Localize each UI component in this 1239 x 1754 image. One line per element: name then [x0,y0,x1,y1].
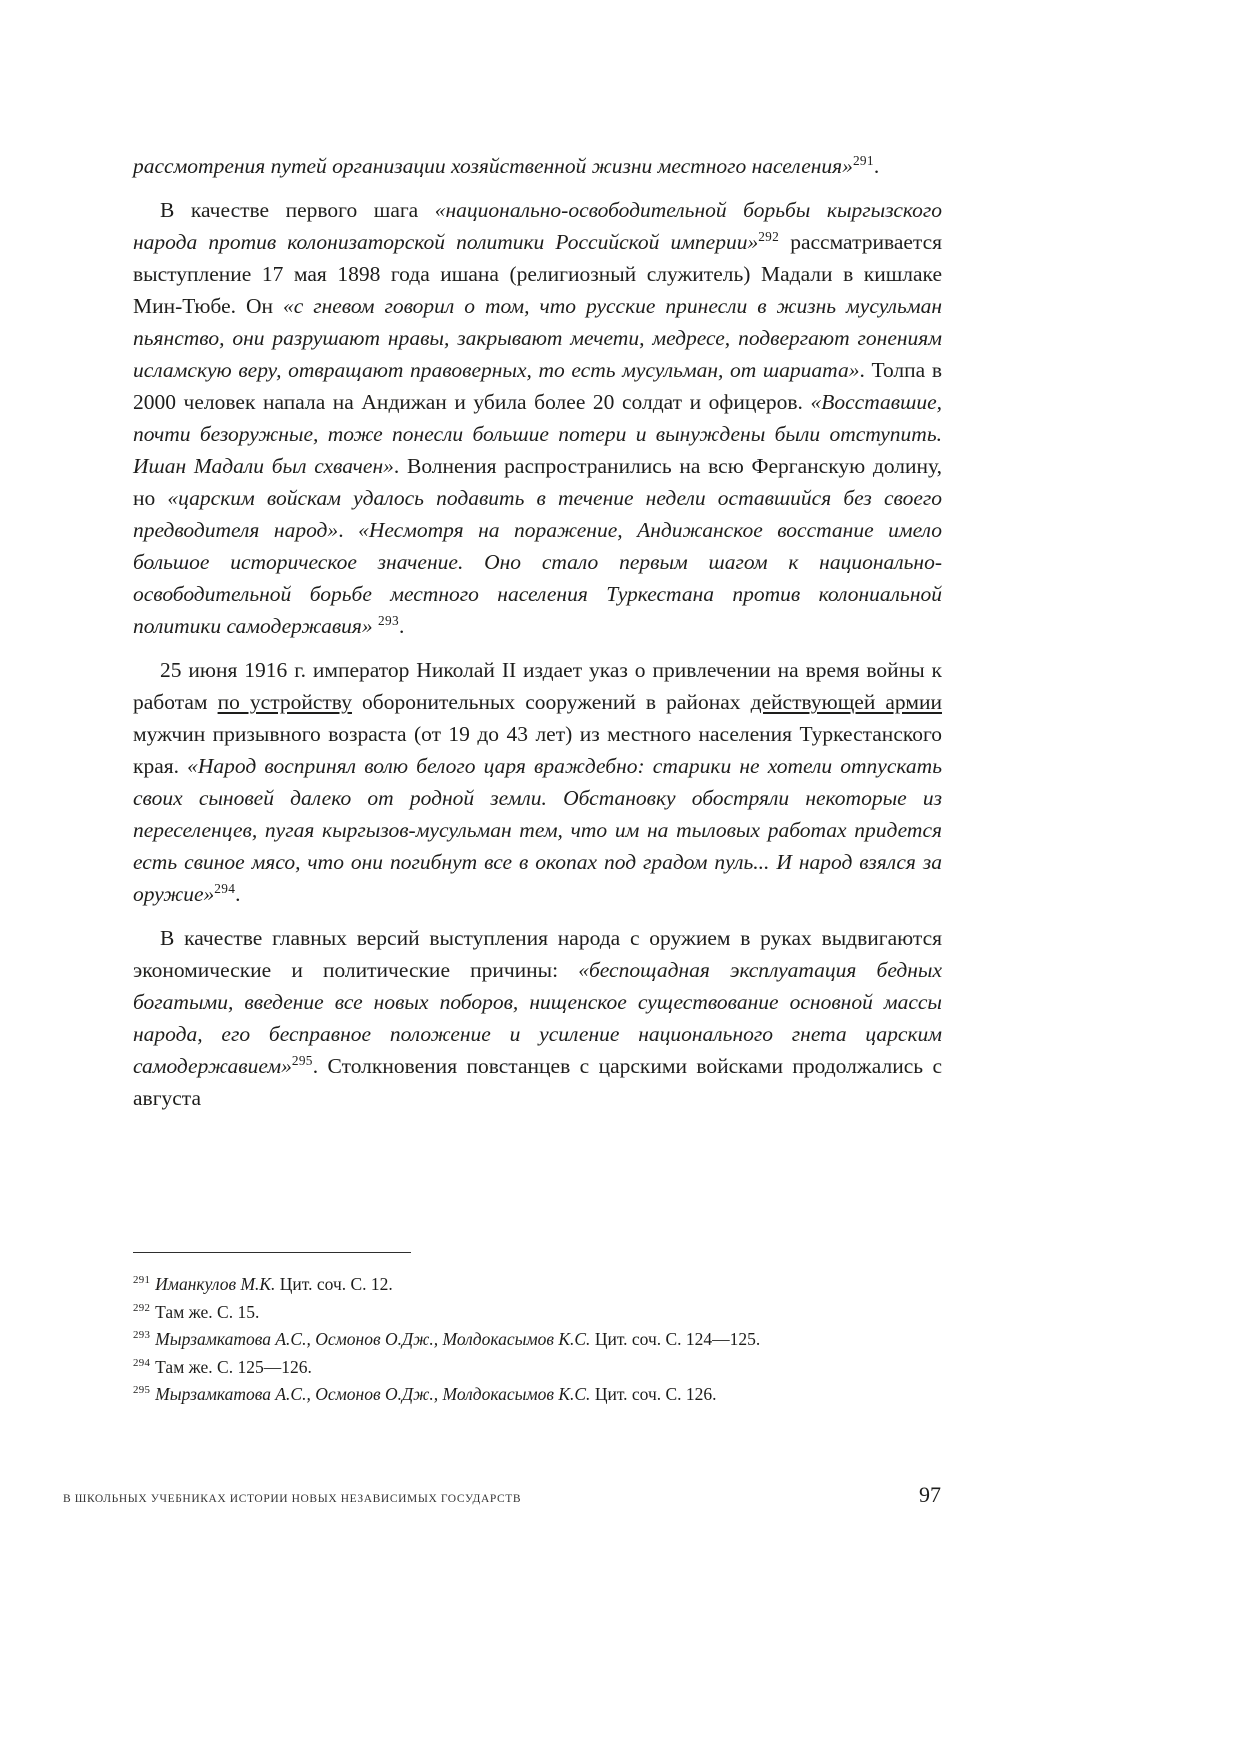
text-run: . [873,154,880,178]
text-run: Цит. соч. С. 124—125. [590,1329,761,1349]
text-run: Иманкулов М.К. [155,1274,276,1294]
text-run: рассматривается выступление 17 мая 1898 года ишана (религиозный служитель) Мадали в кишлаке Мин-Тюбе. Он [133,230,943,318]
text-run: . Столкновения повстанцев с царскими войсками продолжались с августа [133,1054,942,1110]
footnote-number: 293 [133,1329,151,1342]
paragraph [133,922,942,1114]
page-footer [63,1482,941,1508]
paragraph [133,194,942,642]
footnote-number: 292 [133,1301,151,1314]
text-run: Там же. С. 125—126. [155,1356,312,1377]
text-run: . Толпа в 2000 человек напала на Андижан и убила более 20 солдат и офицеров. [133,358,942,414]
text-run: «беспощадная эксплуатация бедных богатыми, введение все новых поборов, нищенское существование основной массы народа, его бесправное положение и усиление национального гнета царским самодержавием» [133,958,943,1078]
paragraph [133,654,942,910]
footnote-number: 291 [133,1274,151,1287]
text-run: «Восставшие, почти безоружные, тоже понесли большие потери и вынуждены были отступить. Ишан Мадали был схвачен» [133,390,942,478]
text-run: В качестве первого шага [160,198,435,222]
text-run: 25 июня 1916 г. император Николай II издает указ о привлечении на время войны к работам [133,658,942,714]
page-number: 97 [919,1482,941,1507]
footnote-reference: 294 [214,880,236,896]
footnote-reference: 291 [852,152,874,168]
body-text [133,150,942,1114]
text-run: рассмотрения путей организации хозяйственной жизни местного населения» [133,154,853,178]
footnote [133,1299,942,1327]
text-run: оборонительных сооружений в районах [351,690,751,714]
text-run: . [235,882,241,906]
running-title: В ШКОЛЬНЫХ УЧЕБНИКАХ ИСТОРИИ НОВЫХ НЕЗАВИСИМЫХ ГОСУДАРСТВ [63,1493,522,1505]
text-run: Там же. С. 15. [155,1301,260,1322]
footnote-separator [133,1252,411,1253]
text-run: Цит. соч. С. 12. [275,1274,393,1294]
footnote [133,1271,942,1299]
footnote-number: 295 [133,1384,151,1397]
text-run: «царским войскам удалось подавить в течение недели оставшийся без своего предводителя народ» [133,486,942,542]
text-run: . [398,614,405,638]
footnote-number: 294 [133,1356,151,1369]
text-run: Цит. соч. С. 126. [590,1384,717,1404]
text-run: «Несмотря на поражение, Андижанское восстание имело большое историческое значение. Оно стало первым шагом к национально-освободительной борьбе местного населения Туркестана против колониальной политики самодержавия» [133,518,942,638]
text-run: Мырзамкатова А.С., Осмонов О.Дж., Молдокасымов К.С. [155,1384,591,1404]
text-run: В качестве главных версий выступления народа с оружием в руках выдвигаются экономические и политические причины: [133,926,942,982]
text-run: по устройству [217,690,352,714]
text-run: Мырзамкатова А.С., Осмонов О.Дж., Молдокасымов К.С. [155,1329,591,1349]
text-run: мужчин призывного возраста (от 19 до 43 лет) из местного населения Туркестанского края. [133,722,942,778]
footnote [133,1381,942,1409]
text-run: . Волнения распространились на всю Ферганскую долину, но [133,454,942,510]
text-run: «национально-освободительной борьбы кыргызского народа против колонизаторской политики Российской империи» [133,198,942,254]
footnote [133,1354,942,1382]
text-run: действующей армии [750,690,942,714]
text-run: . [338,518,359,542]
text-run: «Народ воспринял волю белого царя враждебно: старики не хотели отпускать своих сыновей далеко от родной земли. Обстановку обостряли некоторые из переселенцев, пугая кыргызов-мусульман тем, что им на тыловых работах придется есть свиное мясо, что они погибнут все в окопах под градом пуль... И народ взялся за оружие» [133,754,942,906]
footnote [133,1326,942,1354]
text-run: «с гневом говорил о том, что русские принесли в жизнь мусульман пьянство, они разрушают нравы, закрывают мечети, медресе, подвергают гонениям исламскую веру, отвращают правоверных, то есть мусульман, от шариата» [133,294,942,382]
paragraph [133,150,942,182]
footnote-reference: 295 [291,1052,313,1068]
footnote-reference: 293 [378,612,399,628]
footnotes-list [133,1271,942,1409]
footnote-reference: 292 [758,228,780,244]
